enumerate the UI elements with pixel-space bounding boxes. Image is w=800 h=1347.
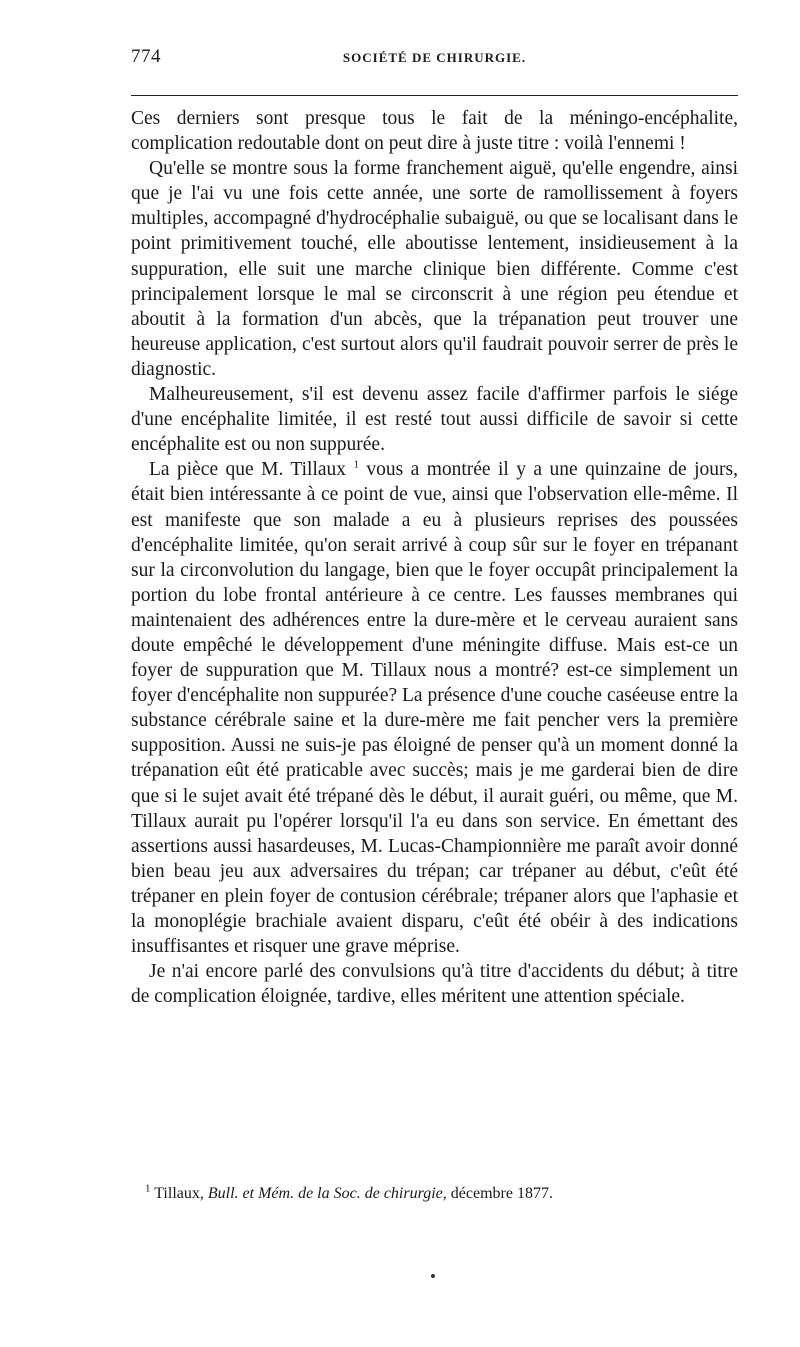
paragraph-4 [131,457,738,959]
footnote-source: Bull. et Mém. de la Soc. de chirurgie, [207,1185,447,1202]
paragraph-3: Malheureusement, s'il est devenu assez facile d'affirmer parfois le siége d'une encéphalite limitée, il est resté tout aussi difficile de savoir si cette encéphalite est ou non suppurée. [131,384,738,456]
page-header [131,46,738,86]
paragraph-2: Qu'elle se montre sous la forme franchement aiguë, qu'elle engendre, ainsi que je l'ai vu une fois cette année, une sorte de ramollissement à foyers multiples, accompagné d'hydrocéphalie subaiguë, ou que se localisant dans le point primitivement touché, elle aboutisse lentement, insidieusement à la suppuration, elle suit une marche clinique bien différente. Comme c'est principalement lorsque le mal se circonscrit à une région peu étendue et aboutit à la formation d'un abcès, que la trépanation peut trouver une heureuse application, c'est surtout alors qu'il faudrait pouvoir serrer de près le diagnostic. [131,158,738,380]
paragraph-1: Ces derniers sont presque tous le fait de la méningo-encéphalite, complication redoutable dont on peut dire à juste titre : voilà l'ennemi ! [131,108,738,155]
page-mark-dot [431,1274,435,1278]
paragraph-4-start: La pièce que M. Tillaux [149,459,347,481]
footnote-reference: 1 [353,458,359,471]
header-rule [131,95,738,96]
footnote-author: Tillaux, [154,1185,208,1202]
page-number: 774 [131,46,161,67]
footnote-date: décembre 1877. [446,1185,553,1202]
paragraph-4-rest: vous a montrée il y a une quinzaine de jours, était bien intéressante à ce point de vue, ainsi que l'observation elle-même. Il est manifeste que son malade a eu à plusieurs reprises des poussées d'encéphalite limitée, qu'on serait arrivé à coup sûr sur le foyer en trépanant sur la circonvolution du langage, bien que le foyer occupât principalement la portion du lobe frontal antérieure à ce centre. Les fausses membranes qui maintenaient des adhérences entre la dure-mère et le cerveau auraient sans doute empêché le développement d'une méningite diffuse. Mais est-ce un foyer de suppuration que M. Tillaux nous a montré? est-ce simplement un foyer d'encéphalite non suppurée? La présence d'une couche caséeuse entre la substance cérébrale saine et la dure-mère me fait pencher vers la première supposition. Aussi ne suis-je pas éloigné de penser qu'à un moment donné la trépanation eût été praticable avec succès; mais je me garderai bien de dire que si le sujet avait été trépané dès le début, il aurait guéri, ou même, que M. Tillaux aurait pu l'opérer lorsqu'il l'a eu dans son service. En émettant des assertions aussi hasardeuses, M. Lucas-Championnière me paraît avoir donné bien beau jeu aux adversaires du trépan; car trépaner au début, c'eût été trépaner en plein foyer de contusion cérébrale; trépaner alors que l'aphasie et la monoplégie brachiale avaient disparu, c'eût été obéir à des indications insuffisantes et risquer une grave méprise. [131,459,738,958]
body-text [131,106,738,1009]
paragraph-5: Je n'ai encore parlé des convulsions qu'à titre d'accidents du début; à titre de complication éloignée, tardive, elles méritent une attention spéciale. [131,961,738,1008]
running-title: SOCIÉTÉ DE CHIRURGIE. [342,50,527,65]
footnote-mark: 1 [145,1182,151,1195]
footnote [131,1184,738,1204]
